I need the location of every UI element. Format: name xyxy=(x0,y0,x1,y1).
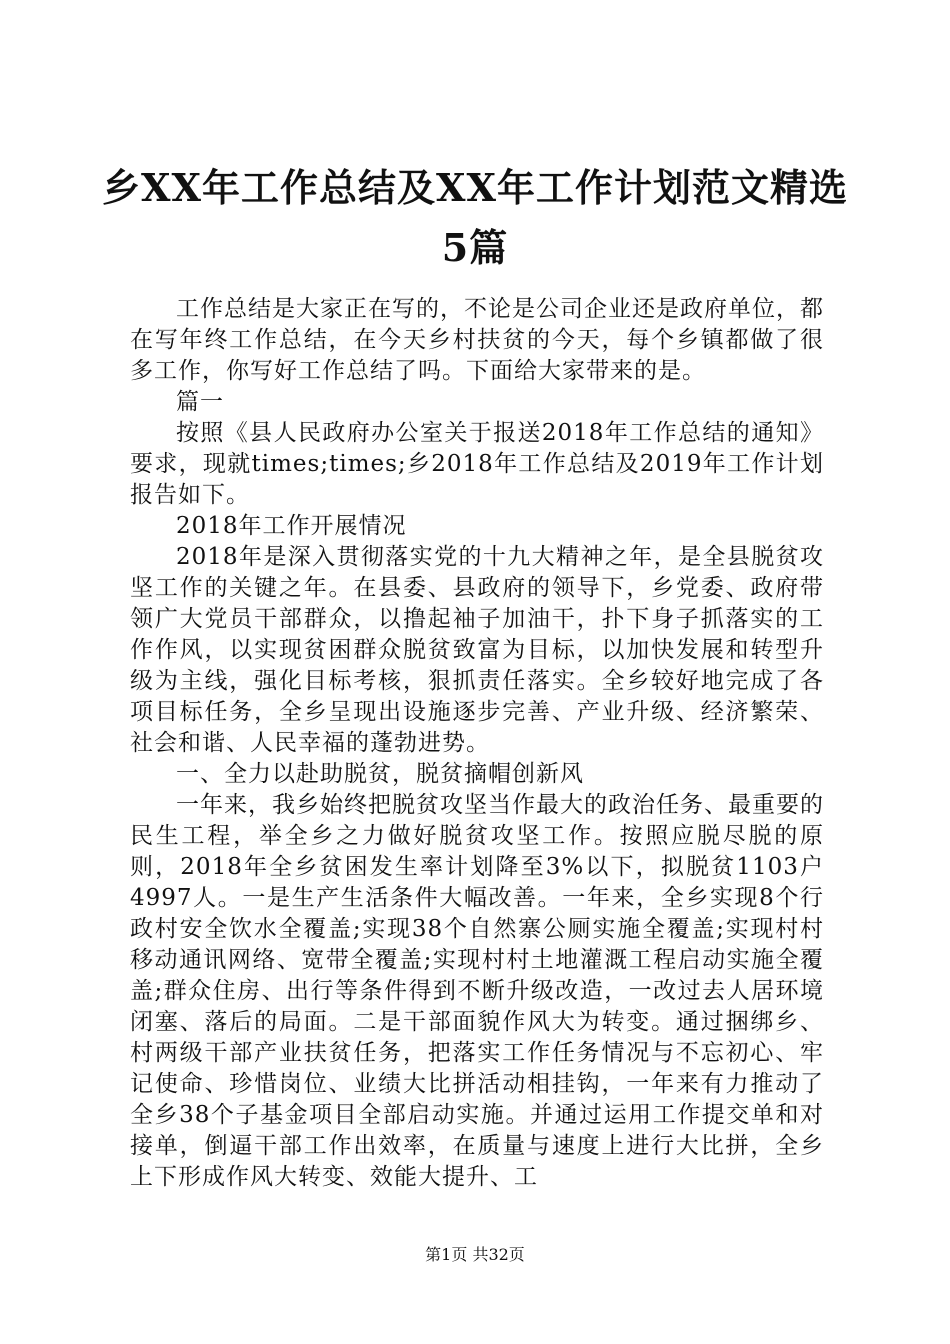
paragraph-2018-overview: 2018年是深入贯彻落实党的十九大精神之年，是全县脱贫攻坚工作的关键之年。在县委、县政府的领导下，乡党委、政府带领广大党员干部群众，以撸起袖子加油干，扑下身子抓落实的工作作风，以实现贫困群众脱贫致富为目标，以加快发展和转型升级为主线，强化目标考核，狠抓责任落实。全乡较好地完成了各项目标任务，全乡呈现出设施逐步完善、产业升级、经济繁荣、社会和谐、人民幸福的蓬勃进势。 xyxy=(130,544,824,756)
paragraph-heading-2018: 2018年工作开展情况 xyxy=(176,513,407,539)
document-title: 乡XX年工作总结及XX年工作计划范文精选5篇 xyxy=(102,165,848,270)
paragraph-intro: 工作总结是大家正在写的，不论是公司企业还是政府单位，都在写年终工作总结，在今天乡村扶贫的今天，每个乡镇都做了很多工作，你写好工作总结了吗。下面给大家带来的是。 xyxy=(130,296,824,384)
paragraph-heading-one: 一、全力以赴助脱贫，脱贫摘帽创新风 xyxy=(176,761,584,787)
document-body xyxy=(130,294,824,1193)
paragraph-notice: 按照《县人民政府办公室关于报送2018年工作总结的通知》要求，现就times;times;乡2018年工作总结及2019年工作计划报告如下。 xyxy=(130,420,824,508)
page-footer: 第1页 共32页 xyxy=(425,1245,525,1264)
paragraph-section-label: 篇一 xyxy=(176,389,224,415)
paragraph-poverty-work: 一年来，我乡始终把脱贫攻坚当作最大的政治任务、最重要的民生工程，举全乡之力做好脱贫攻坚工作。按照应脱尽脱的原则，2018年全乡贫困发生率计划降至3%以下，拟脱贫1103户4997人。一是生产生活条件大幅改善。一年来，全乡实现8个行政村安全饮水全覆盖;实现38个自然寨公厕实施全覆盖;实现村村移动通讯网络、宽带全覆盖;实现村村土地灌溉工程启动实施全覆盖;群众住房、出行等条件得到不断升级改造，一改过去人居环境闭塞、落后的局面。二是干部面貌作风大为转变。通过捆绑乡、村两级干部产业扶贫任务，把落实工作任务情况与不忘初心、牢记使命、珍惜岗位、业绩大比拼活动相挂钩，一年来有力推动了全乡38个子基金项目全部启动实施。并通过运用工作提交单和对接单，倒逼干部工作出效率，在质量与速度上进行大比拼，全乡上下形成作风大转变、效能大提升、工 xyxy=(130,792,824,1190)
